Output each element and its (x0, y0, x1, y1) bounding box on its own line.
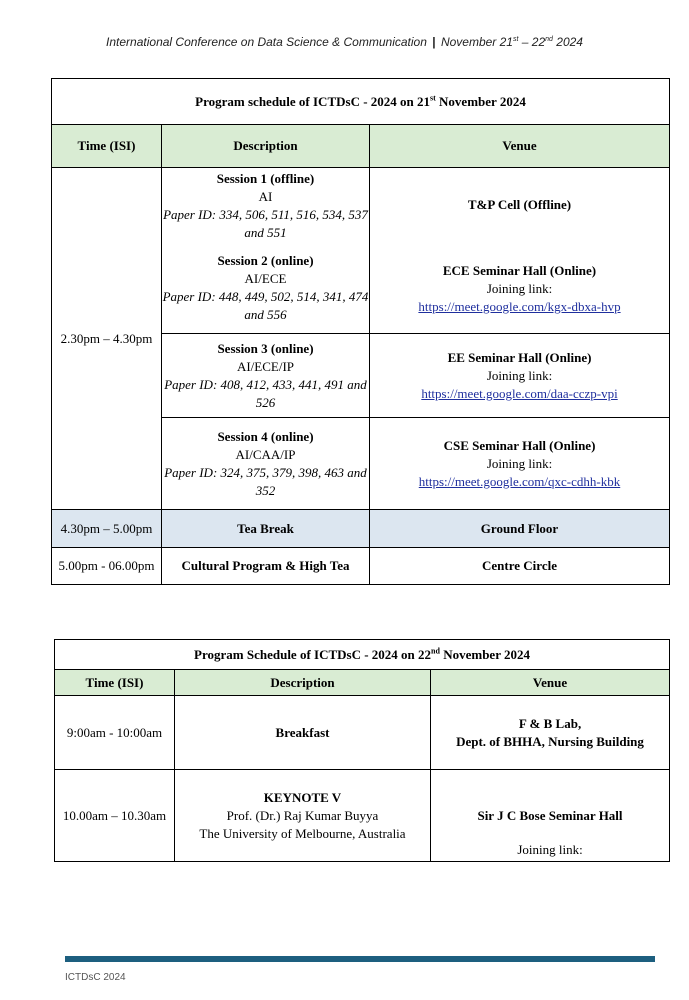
footer-divider (65, 956, 655, 962)
session-papers: Paper ID: 334, 506, 511, 516, 534, 537 and 551 (163, 206, 368, 240)
session-track: AI/CAA/IP (235, 446, 296, 462)
header-date-end: – 22 (518, 35, 546, 49)
session-name: Session 2 (online) (217, 253, 314, 269)
cultural-program-row (52, 548, 670, 585)
joining-label: Joining link: (486, 280, 553, 296)
schedule-table-day2 (54, 639, 670, 862)
session-4-venue (370, 418, 670, 510)
joining-link[interactable]: https://meet.google.com/qxc-cdhh-kbk (418, 473, 621, 489)
session-4-description (162, 418, 370, 510)
table-header-row (52, 125, 670, 168)
breakfast-venue: F & B Lab, Dept. of BHHA, Nursing Building (431, 696, 670, 770)
day2-title: Program Schedule of ICTDsC - 2024 on 22nd November 2024 (55, 640, 670, 670)
table-title-row (52, 79, 670, 125)
keynote-time: 10.00am – 10.30am (55, 770, 175, 862)
day1-title: Program schedule of ICTDsC - 2024 on 21st November 2024 (52, 79, 670, 125)
joining-label: Joining link: (517, 842, 583, 857)
col-header-time: Time (ISI) (55, 670, 175, 696)
joining-label: Joining link: (486, 455, 553, 471)
keynote-row (55, 770, 670, 862)
footer-text: ICTDsC 2024 (65, 972, 126, 983)
venue-name: ECE Seminar Hall (Online) (442, 262, 597, 278)
session-2-description (162, 244, 370, 334)
keynote-description (175, 770, 431, 862)
session-papers: Paper ID: 324, 375, 379, 398, 463 and 352 (164, 464, 367, 498)
breakfast-row (55, 696, 670, 770)
session-name: Session 1 (offline) (216, 170, 315, 186)
col-header-venue: Venue (370, 125, 670, 168)
header-date-end-sup: nd (545, 36, 553, 43)
schedule-table-day1 (51, 78, 670, 585)
tea-venue: Ground Floor (370, 510, 670, 548)
tea-description: Tea Break (162, 510, 370, 548)
venue-name: Sir J C Bose Seminar Hall (477, 807, 623, 823)
session-2-venue (370, 244, 670, 334)
venue-name: T&P Cell (Offline) (467, 197, 572, 212)
breakfast-time: 9:00am - 10:00am (55, 696, 175, 770)
header-separator: | (432, 35, 436, 49)
header-year: 2024 (552, 35, 583, 49)
col-header-venue: Venue (431, 670, 670, 696)
header-date-start: November 21 (440, 35, 513, 49)
tea-time: 4.30pm – 5.00pm (52, 510, 162, 548)
header-date-start-sup: st (512, 36, 519, 43)
session-time-cell: 2.30pm – 4.30pm (52, 168, 162, 510)
session-name: Session 3 (online) (217, 340, 314, 356)
session-track: AI (258, 188, 273, 204)
session-1-description (162, 168, 370, 244)
breakfast-description: Breakfast (175, 696, 431, 770)
col-header-time: Time (ISI) (52, 125, 162, 168)
culture-time: 5.00pm - 06.00pm (52, 548, 162, 585)
session-track: AI/ECE (244, 271, 287, 287)
conference-name: International Conference on Data Science & Communication (106, 35, 427, 49)
joining-link[interactable]: https://meet.google.com/kgx-dbxa-hvp (418, 298, 621, 314)
keynote-venue (431, 770, 670, 862)
session-3-venue (370, 334, 670, 418)
joining-label: Joining link: (486, 367, 553, 383)
session-1-venue (370, 168, 670, 244)
venue-name: EE Seminar Hall (Online) (447, 349, 592, 365)
table-header-row (55, 670, 670, 696)
running-header (0, 35, 689, 49)
venue-name: CSE Seminar Hall (Online) (443, 437, 596, 453)
session-papers: Paper ID: 408, 412, 433, 441, 491 and 526 (164, 376, 367, 410)
col-header-description: Description (162, 125, 370, 168)
table-title-row (55, 640, 670, 670)
keynote-title: KEYNOTE V (263, 789, 342, 805)
culture-venue: Centre Circle (370, 548, 670, 585)
session-name: Session 4 (online) (217, 428, 314, 444)
table-row (52, 168, 670, 244)
keynote-affiliation: The University of Melbourne, Australia (199, 825, 406, 841)
tea-break-row (52, 510, 670, 548)
joining-link[interactable]: https://meet.google.com/daa-cczp-vpi (421, 385, 618, 401)
session-3-description (162, 334, 370, 418)
culture-description: Cultural Program & High Tea (162, 548, 370, 585)
col-header-description: Description (175, 670, 431, 696)
keynote-speaker: Prof. (Dr.) Raj Kumar Buyya (226, 807, 379, 823)
session-papers: Paper ID: 448, 449, 502, 514, 341, 474 and 556 (162, 289, 369, 323)
session-track: AI/ECE/IP (236, 358, 295, 374)
